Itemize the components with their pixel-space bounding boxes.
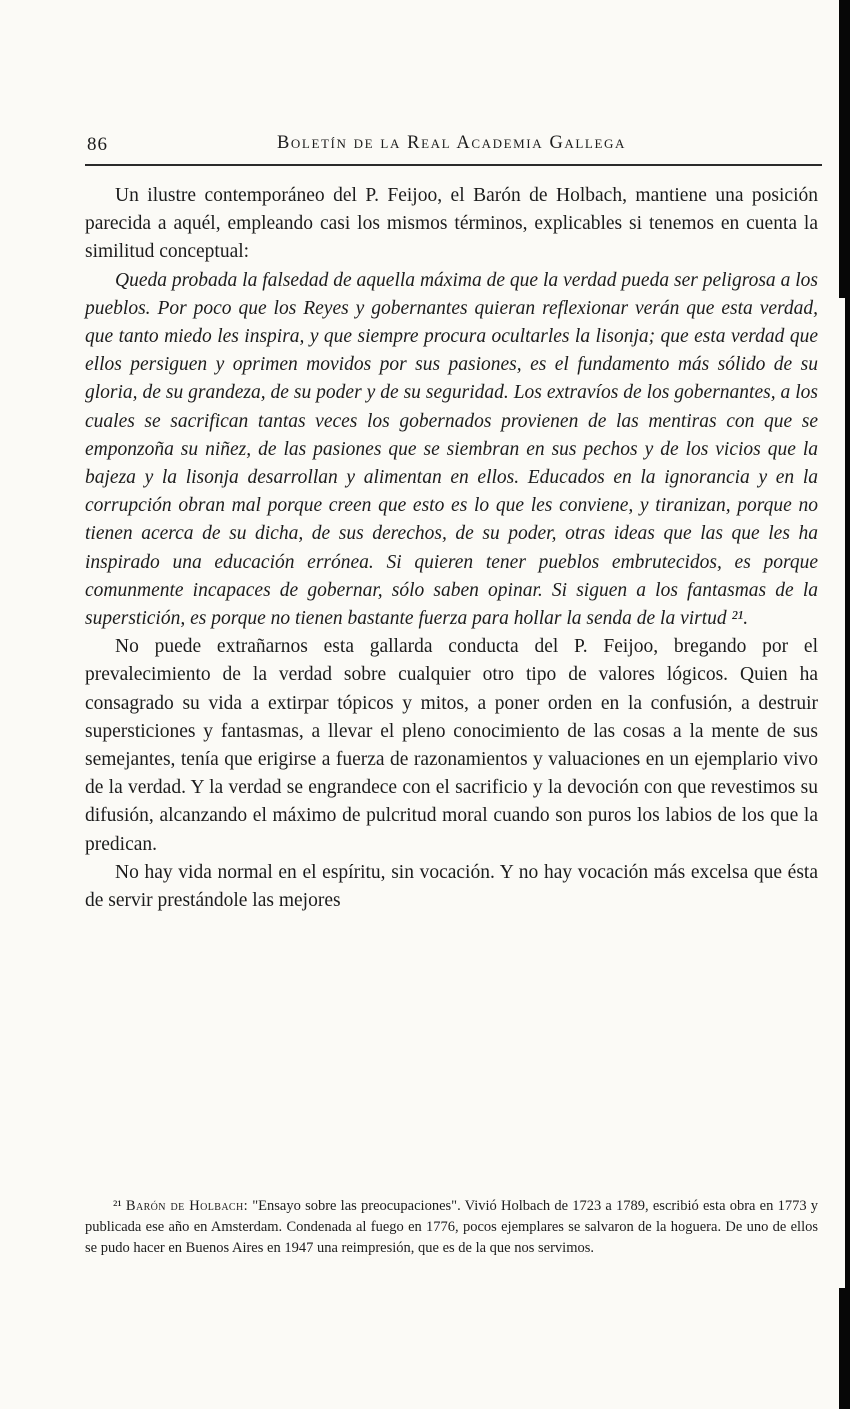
footnote-text: "Ensayo sobre las preocupaciones". Vivió Holbach de 1723 a 1789, escribió esta obra en 1773 y publicada ese año en Amsterdam. Condenada al fuego en 1776, pocos ejemplares se salvaron de la hoguera. De uno de ellos se pudo hacer en Buenos Aires en 1947 una reimpresión, que es de la que nos servimos. [85,1198,819,1256]
journal-title: Boletín de la Real Academia Gallega [276,133,626,153]
scan-artifact-top-right [839,0,850,298]
header-rule [85,164,822,166]
paragraph-closing: No hay vida normal en el espíritu, sin vocación. Y no hay vocación más excelsa que ésta de servir prestándole las mejores [85,861,818,912]
footnote-author: Barón de Holbach: [125,1198,249,1214]
page-header [85,133,818,159]
page-number: 86 [87,134,108,155]
footnote [85,1196,818,1258]
body-text [85,182,818,915]
scan-artifact-bottom-right [839,1288,850,1409]
paragraph-quote-holbach: Queda probada la falsedad de aquella máxima de que la verdad pueda ser peligrosa a los pueblos. Por poco que los Reyes y gobernantes quieran reflexionar verán que esta verdad, que tanto miedo les inspira, y que siempre procura ocultarles la lisonja; que esta verdad que ellos persiguen y oprimen movidos por sus pasiones, es el fundamento más sólido de su gloria, de su grandeza, de su poder y de su seguridad. Los extravíos de los gobernantes, a los cuales se sacrifican tantas veces los gobernados provienen de las mentiras con que se emponzoña su niñez, de las pasiones que se siembran en sus pechos y de los vicios que la bajeza y la lisonja desarrollan y alimentan en ellos. Educados en la ignorancia y en la corrupción obran mal porque creen que esto es lo que les conviene, y tiranizan, porque no tienen acerca de su dicha, de sus derechos, de su poder, otras ideas que las que les ha inspirado una educación errónea. Si quieren tener pueblos embrutecidos, es porque comunmente incapaces de gobernar, sólo saben opinar. Si siguen a los fantasmas de la superstición, es porque no tienen bastante fuerza para hollar la senda de la virtud ²¹. [85,269,818,630]
footnote-marker: ²¹ [113,1198,122,1214]
paragraph-intro: Un ilustre contemporáneo del P. Feijoo, el Barón de Holbach, mantiene una posición parecida a aquél, empleando casi los mismos términos, explicables si tenemos en cuenta la similitud conceptual: [85,185,818,263]
footnote-entry [85,1196,818,1258]
paragraph-commentary: No puede extrañarnos esta gallarda conducta del P. Feijoo, bregando por el prevalecimiento de la verdad sobre cualquier otro tipo de valores lógicos. Quien ha consagrado su vida a extirpar tópicos y mitos, a poner orden en la confusión, a destruir supersticiones y fantasmas, a llevar el pleno conocimiento de las cosas a la mente de sus semejantes, tenía que erigirse a fuerza de razonamientos y valuaciones en un ejemplario vivo de la verdad. Y la verdad se engrandece con el sacrificio y la devoción con que revestimos su difusión, alcanzando el máximo de pulcritud moral cuando son puros los labios de los que la predican. [85,636,818,855]
